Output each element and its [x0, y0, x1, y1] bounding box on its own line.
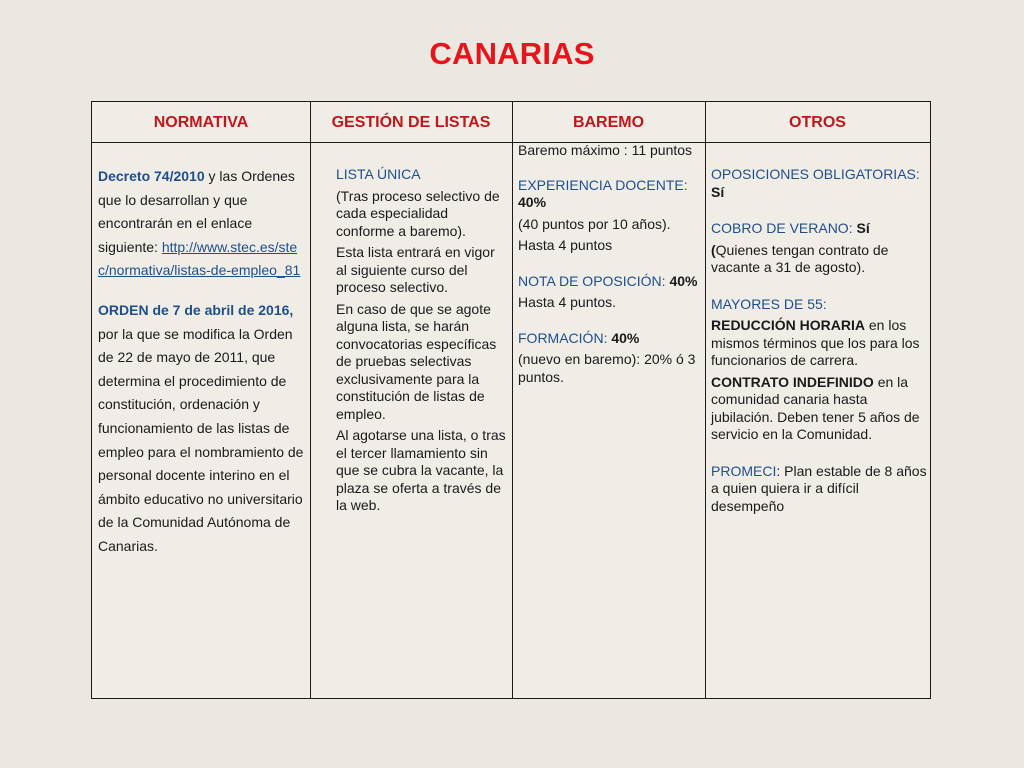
gestion-p3: En caso de que se agote alguna lista, se harán convocatorias específicas de pruebas selectivas exclusivamente para la constitución de listas de empleo.: [336, 300, 497, 422]
exp-detail: (40 puntos por 10 años).: [518, 215, 671, 232]
header-otros: OTROS: [789, 114, 846, 131]
nota-limit: Hasta 4 puntos.: [518, 294, 617, 310]
reduccion-label: REDUCCIÓN HORARIA: [711, 317, 865, 333]
column-divider: [705, 102, 706, 698]
form-value: 40%: [611, 329, 640, 346]
nota-label: NOTA DE OPOSICIÓN: [518, 272, 662, 289]
oposiciones-value: Sí: [711, 183, 725, 200]
orden-text: por la que se modifica la Orden de 22 de mayo de 2011, que determina el procedimiento de constitución, ordenación y funcionamiento de las listas de empleo para el nombramiento de personal docente interino en el ámbito educativo no universitario de la Comunidad Autónoma de Canarias.: [98, 325, 304, 554]
exp-value: 40%: [518, 194, 547, 210]
form-colon: :: [603, 329, 612, 346]
cobro-colon: :: [848, 220, 857, 236]
reduccion-text: en los mismos términos que los para los funcionarios de carrera.: [711, 317, 920, 368]
promeci-text: : Plan estable de 8 años a quien quiera ir a difícil desempeño: [711, 462, 927, 514]
exp-colon: :: [683, 176, 688, 193]
gestion-p1: (Tras proceso selectivo de cada especialidad conforme a baremo).: [336, 187, 500, 239]
lista-unica: LISTA ÚNICA: [336, 166, 421, 182]
promeci-label: PROMECI: [711, 462, 777, 479]
cobro-value: Sí: [856, 220, 870, 236]
nota-value: 40%: [669, 272, 698, 289]
otros-cell: [711, 166, 927, 515]
gestion-cell: [336, 166, 506, 515]
header-baremo: BAREMO: [572, 114, 645, 131]
exp-limit: Hasta 4 puntos: [518, 237, 613, 253]
header-normativa: NORMATIVA: [153, 114, 249, 131]
gestion-p2: Esta lista entrará en vigor al siguiente curso del proceso selectivo.: [336, 244, 495, 295]
mayores-colon: :: [822, 295, 827, 312]
comparison-table: [91, 101, 931, 699]
normativa-link[interactable]: http://www.stec.es/stec/normativa/listas-de-empleo_81: [98, 238, 301, 279]
cobro-label: COBRO DE VERANO: [711, 220, 849, 236]
column-divider: [512, 102, 513, 698]
page-title: CANARIAS: [429, 36, 595, 71]
gestion-p4: Al agotarse una lista, o tras el tercer llamamiento sin que se cubra la vacante, la plaza se oferta a través de la web.: [336, 427, 506, 513]
form-label: FORMACIÓN: [518, 329, 604, 346]
contrato-text: en la comunidad canaria hasta jubilación. Deben tener 5 años de servicio en la Comunidad.: [711, 373, 920, 442]
exp-label: EXPERIENCIA DOCENTE: [518, 176, 684, 193]
baremo-cell: [518, 142, 702, 386]
cobro-detail: Quienes tengan contrato de vacante a 31 de agosto).: [711, 241, 889, 275]
normativa-cell: [98, 165, 308, 559]
cobro-paren: (: [711, 241, 716, 258]
decreto-ref: Decreto 74/2010: [98, 168, 205, 184]
oposiciones-label: OPOSICIONES OBLIGATORIAS:: [711, 166, 920, 182]
header-divider: [92, 142, 930, 143]
decreto-text: y las Ordenes que lo desarrollan y que encontrarán en el enlace siguiente:: [98, 168, 295, 255]
contrato-label: CONTRATO INDEFINIDO: [711, 373, 874, 390]
baremo-max: Baremo máximo : 11 puntos: [518, 142, 693, 158]
nota-colon: :: [661, 272, 666, 289]
column-divider: [310, 102, 311, 698]
orden-ref: ORDEN de 7 de abril de 2016,: [98, 301, 294, 318]
header-gestion: GESTIÓN DE LISTAS: [331, 114, 491, 131]
mayores-label: MAYORES DE 55: [711, 295, 823, 312]
form-detail: (nuevo en baremo): 20% ó 3 puntos.: [518, 351, 696, 385]
